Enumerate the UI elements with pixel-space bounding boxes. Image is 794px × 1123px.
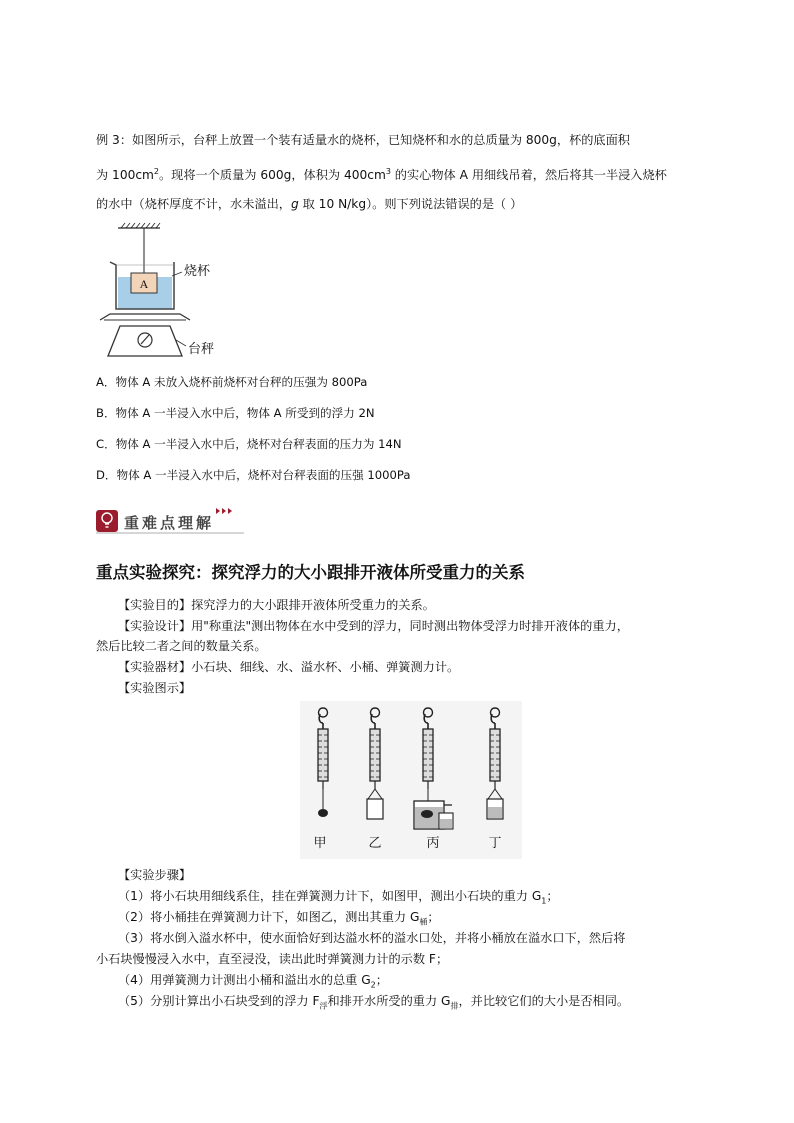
experiment-drawing bbox=[300, 701, 522, 859]
materials-line: 【实验器材】小石块、细线、水、溢水杯、小桶、弹簧测力计。 bbox=[118, 660, 460, 674]
diagram-label: 【实验图示】 bbox=[118, 681, 192, 695]
scale-label: 台秤 bbox=[188, 341, 215, 356]
caption-yi: 乙 bbox=[368, 836, 382, 851]
beaker-label: 烧杯 bbox=[184, 263, 211, 278]
step-1: （1）将小石块用细线系住，挂在弹簧测力计下，如图甲，测出小石块的重力 $G_1$； bbox=[118, 889, 559, 906]
caption-bing: 丙 bbox=[426, 836, 440, 851]
design-line-2: 然后比较二者之间的数量关系。 bbox=[96, 639, 267, 653]
option-c: C．物体 A 一半浸入水中后，烧杯对台秤表面的压力为 14N bbox=[96, 437, 402, 451]
caption-ding: 丁 bbox=[488, 836, 502, 851]
experiment-figure bbox=[300, 701, 522, 859]
section-banner bbox=[94, 506, 246, 536]
option-b: B．物体 A 一半浸入水中后，物体 A 所受到的浮力 2N bbox=[96, 406, 375, 420]
option-d: D．物体 A 一半浸入水中后，烧杯对台秤表面的压强 1000Pa bbox=[96, 468, 411, 482]
step-2: （2）将小桶挂在弹簧测力计下，如图乙，测出其重力 $G_桶$； bbox=[118, 910, 440, 927]
section-title: 重点实验探究：探究浮力的大小跟排开液体所受重力的关系 bbox=[96, 563, 525, 582]
example-line-1: 例 3：如图所示，台秤上放置一个装有适量水的烧杯，已知烧杯和水的总质量为 800g，杯的底面积 bbox=[96, 133, 630, 147]
step-3-line-2: 小石块慢慢浸入水中，直至浸没，读出此时弹簧测力计的示数 F； bbox=[96, 952, 449, 966]
example-line-2: 为 $100cm^2$。现将一个质量为 600g，体积为 $400cm^3$ 的实心物体 A 用细线吊着，然后将其一半浸入烧杯 bbox=[96, 167, 667, 183]
step-4: （4）用弹簧测力计测出小桶和溢出水的总重 $G_2$； bbox=[118, 973, 388, 990]
step-5: （5）分别计算出小石块受到的浮力 $F_浮$和排开水所受的重力 $G_排$，并比较它们的大小是否相同。 bbox=[118, 994, 630, 1011]
step-3-line-1: （3）将水倒入溢水杯中，使水面恰好到达溢水杯的溢水口处，并将小桶放在溢水口下，然后将 bbox=[118, 931, 626, 945]
beaker-scale-figure bbox=[96, 222, 246, 362]
steps-label: 【实验步骤】 bbox=[118, 868, 192, 882]
block-A-label: A bbox=[139, 277, 149, 291]
beaker-scale-drawing bbox=[96, 222, 246, 362]
design-line-1: 【实验设计】用"称重法"测出物体在水中受到的浮力，同时测出物体受浮力时排开液体的重力， bbox=[118, 619, 629, 633]
example-line-3: 的水中（烧杯厚度不计，水未溢出，g 取 10 N/kg）。则下列说法错误的是（ ） bbox=[96, 197, 523, 211]
purpose-line: 【实验目的】探究浮力的大小跟排开液体所受重力的关系。 bbox=[118, 598, 435, 612]
option-a: A．物体 A 未放入烧杯前烧杯对台秤的压强为 800Pa bbox=[96, 375, 368, 389]
caption-jia: 甲 bbox=[313, 836, 327, 851]
banner-text: 重难点理解 bbox=[124, 514, 215, 532]
